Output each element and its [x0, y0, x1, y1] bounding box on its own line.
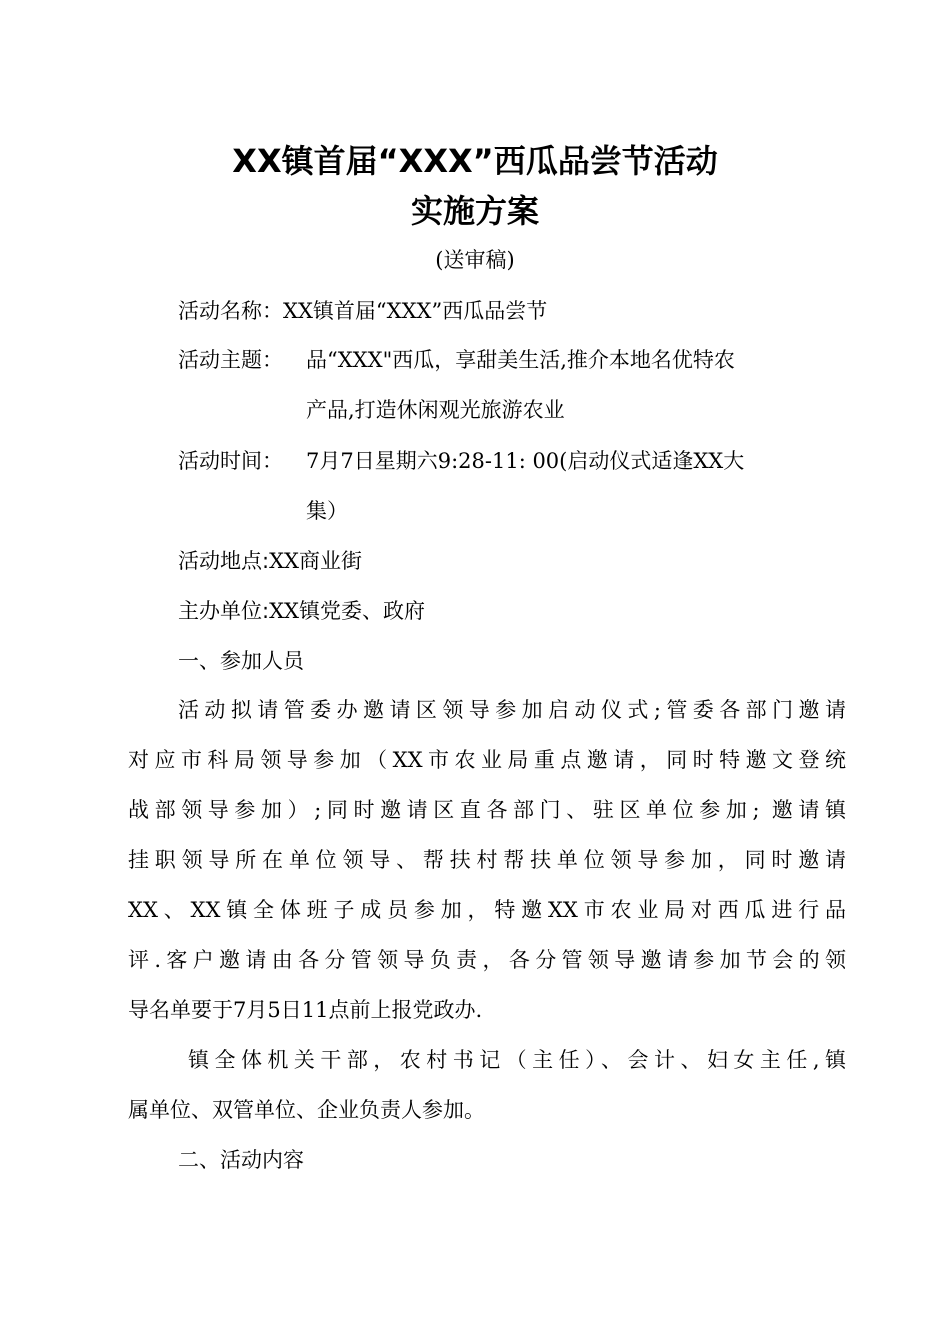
activity-theme-value-line1: 品“XXX"西瓜，享甜美生活,推介本地名优特农	[306, 348, 735, 372]
section2-heading: 二、活动内容	[178, 1148, 304, 1172]
activity-place-value: XX商业街	[269, 549, 362, 573]
host-label: 主办单位:	[178, 599, 270, 623]
document-title-line2: 实施方案	[410, 192, 539, 230]
document-subtitle: (送审稿)	[435, 248, 515, 272]
section1-para1-line: 活动拟请管委办邀请区领导参加启动仪式;管委各部门邀请	[178, 698, 846, 722]
document-title-line1: XX镇首届“XXX”西瓜品尝节活动	[232, 142, 718, 180]
host-value: XX镇党委、政府	[269, 599, 425, 623]
section1-heading: 一、参加人员	[178, 649, 304, 673]
activity-name-row	[178, 296, 846, 326]
activity-place-label: 活动地点:	[178, 549, 270, 573]
activity-theme-value-line2: 产品,打造休闲观光旅游农业	[306, 398, 565, 422]
host-row	[178, 596, 846, 626]
section1-para1-line: 导名单要于7月5日11点前上报党政办.	[128, 998, 483, 1022]
activity-name-label: 活动名称：	[178, 299, 283, 323]
section1-para1-line: 挂职领导所在单位领导、帮扶村帮扶单位领导参加，同时邀请	[128, 848, 846, 872]
activity-theme-label: 活动主题：	[178, 348, 283, 372]
activity-name-value: XX镇首届“XXX”西瓜品尝节	[283, 299, 548, 323]
section1-para2-line: 属单位、双管单位、企业负责人参加。	[128, 1098, 485, 1122]
section1-para2-line: 镇全体机关干部，农村书记（主任）、会计、妇女主任,镇	[188, 1048, 846, 1072]
section1-para1-line: 对应市科局领导参加（XX市农业局重点邀请，同时特邀文登统	[128, 748, 846, 772]
activity-place-row	[178, 546, 846, 576]
activity-time-label: 活动时间：	[178, 449, 283, 473]
section1-para1-line: 评.客户邀请由各分管领导负责，各分管领导邀请参加节会的领	[128, 948, 846, 972]
activity-time-value-line2: 集）	[306, 499, 348, 523]
section1-para1-line: 战部领导参加）;同时邀请区直各部门、驻区单位参加; 邀请镇	[128, 798, 846, 822]
section1-para1-line: XX、XX镇全体班子成员参加，特邀XX市农业局对西瓜进行品	[128, 898, 846, 922]
activity-time-value-line1: 7月7日星期六9:28-11: 00(启动仪式适逢XX大	[306, 449, 745, 473]
